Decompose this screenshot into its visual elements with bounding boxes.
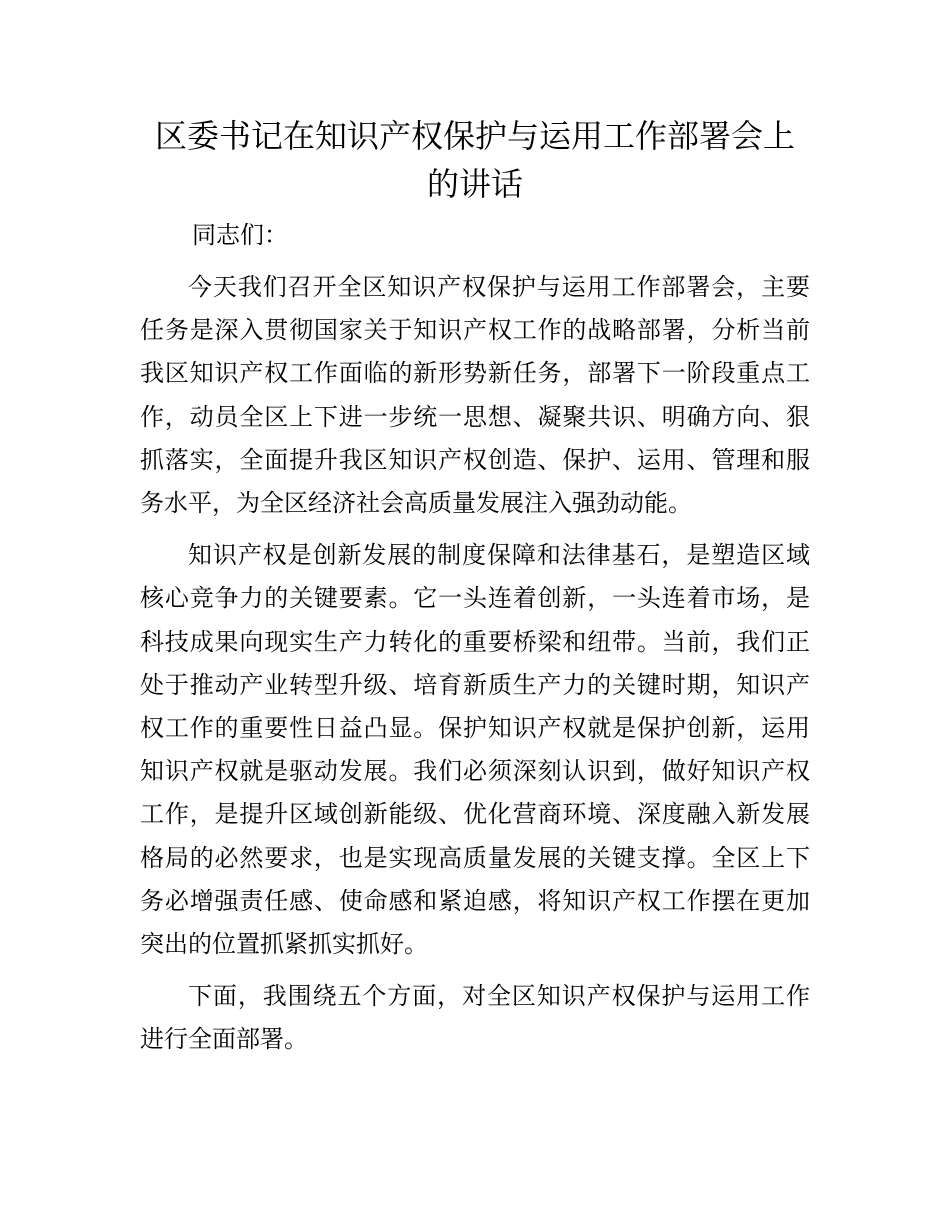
document-body bbox=[140, 214, 810, 1071]
paragraph-2: 知识产权是创新发展的制度保障和法律基石，是塑造区域核心竞争力的关键要素。它一头连着创新，一头连着市场，是科技成果向现实生产力转化的重要桥梁和纽带。当前，我们正处于推动产业转型升级、培育新质生产力的关键时期，知识产权工作的重要性日益凸显。保护知识产权就是保护创新，运用知识产权就是驱动发展。我们必须深刻认识到，做好知识产权工作，是提升区域创新能级、优化营商环境、深度融入新发展格局的必然要求，也是实现高质量发展的关键支撑。全区上下务必增强责任感、使命感和紧迫感，将知识产权工作摆在更加突出的位置抓紧抓实抓好。 bbox=[140, 541, 810, 959]
paragraph-3: 下面，我围绕五个方面，对全区知识产权保护与运用工作进行全面部署。 bbox=[140, 982, 810, 1054]
document-title: 区委书记在知识产权保护与运用工作部署会上的讲话 bbox=[154, 117, 795, 203]
salutation: 同志们： bbox=[192, 221, 288, 249]
paragraph-1: 今天我们召开全区知识产权保护与运用工作部署会，主要任务是深入贯彻国家关于知识产权工作的战略部署，分析当前我区知识产权工作面临的新形势新任务，部署下一阶段重点工作，动员全区上下进一步统一思想、凝聚共识、明确方向、狠抓落实，全面提升我区知识产权创造、保护、运用、管理和服务水平，为全区经济社会高质量发展注入强劲动能。 bbox=[140, 273, 810, 518]
